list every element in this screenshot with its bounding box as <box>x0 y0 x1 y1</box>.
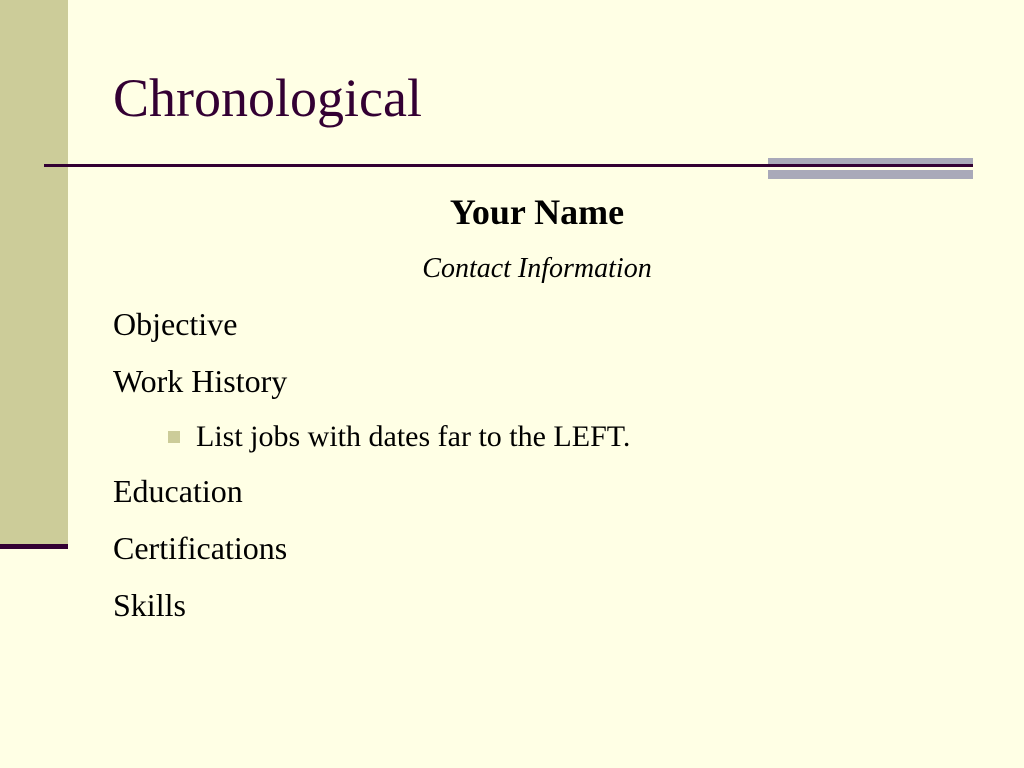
work-history-bullet-text: List jobs with dates far to the LEFT. <box>196 420 631 453</box>
accent-stripe <box>768 158 973 164</box>
resume-contact: Contact Information <box>422 253 652 284</box>
slide-title: Chronological <box>113 68 422 128</box>
left-bar-rule <box>0 544 68 549</box>
section-skills: Skills <box>113 587 186 623</box>
left-decorative-bar <box>0 0 68 546</box>
section-education: Education <box>113 473 243 509</box>
section-work-history: Work History <box>113 363 288 399</box>
resume-name: Your Name <box>449 192 625 232</box>
section-objective: Objective <box>113 306 238 342</box>
section-certifications: Certifications <box>113 530 288 566</box>
accent-stripe <box>768 170 973 179</box>
title-rule-accent <box>768 158 973 180</box>
square-bullet-icon <box>168 431 180 443</box>
work-history-bullet-item <box>168 418 630 456</box>
